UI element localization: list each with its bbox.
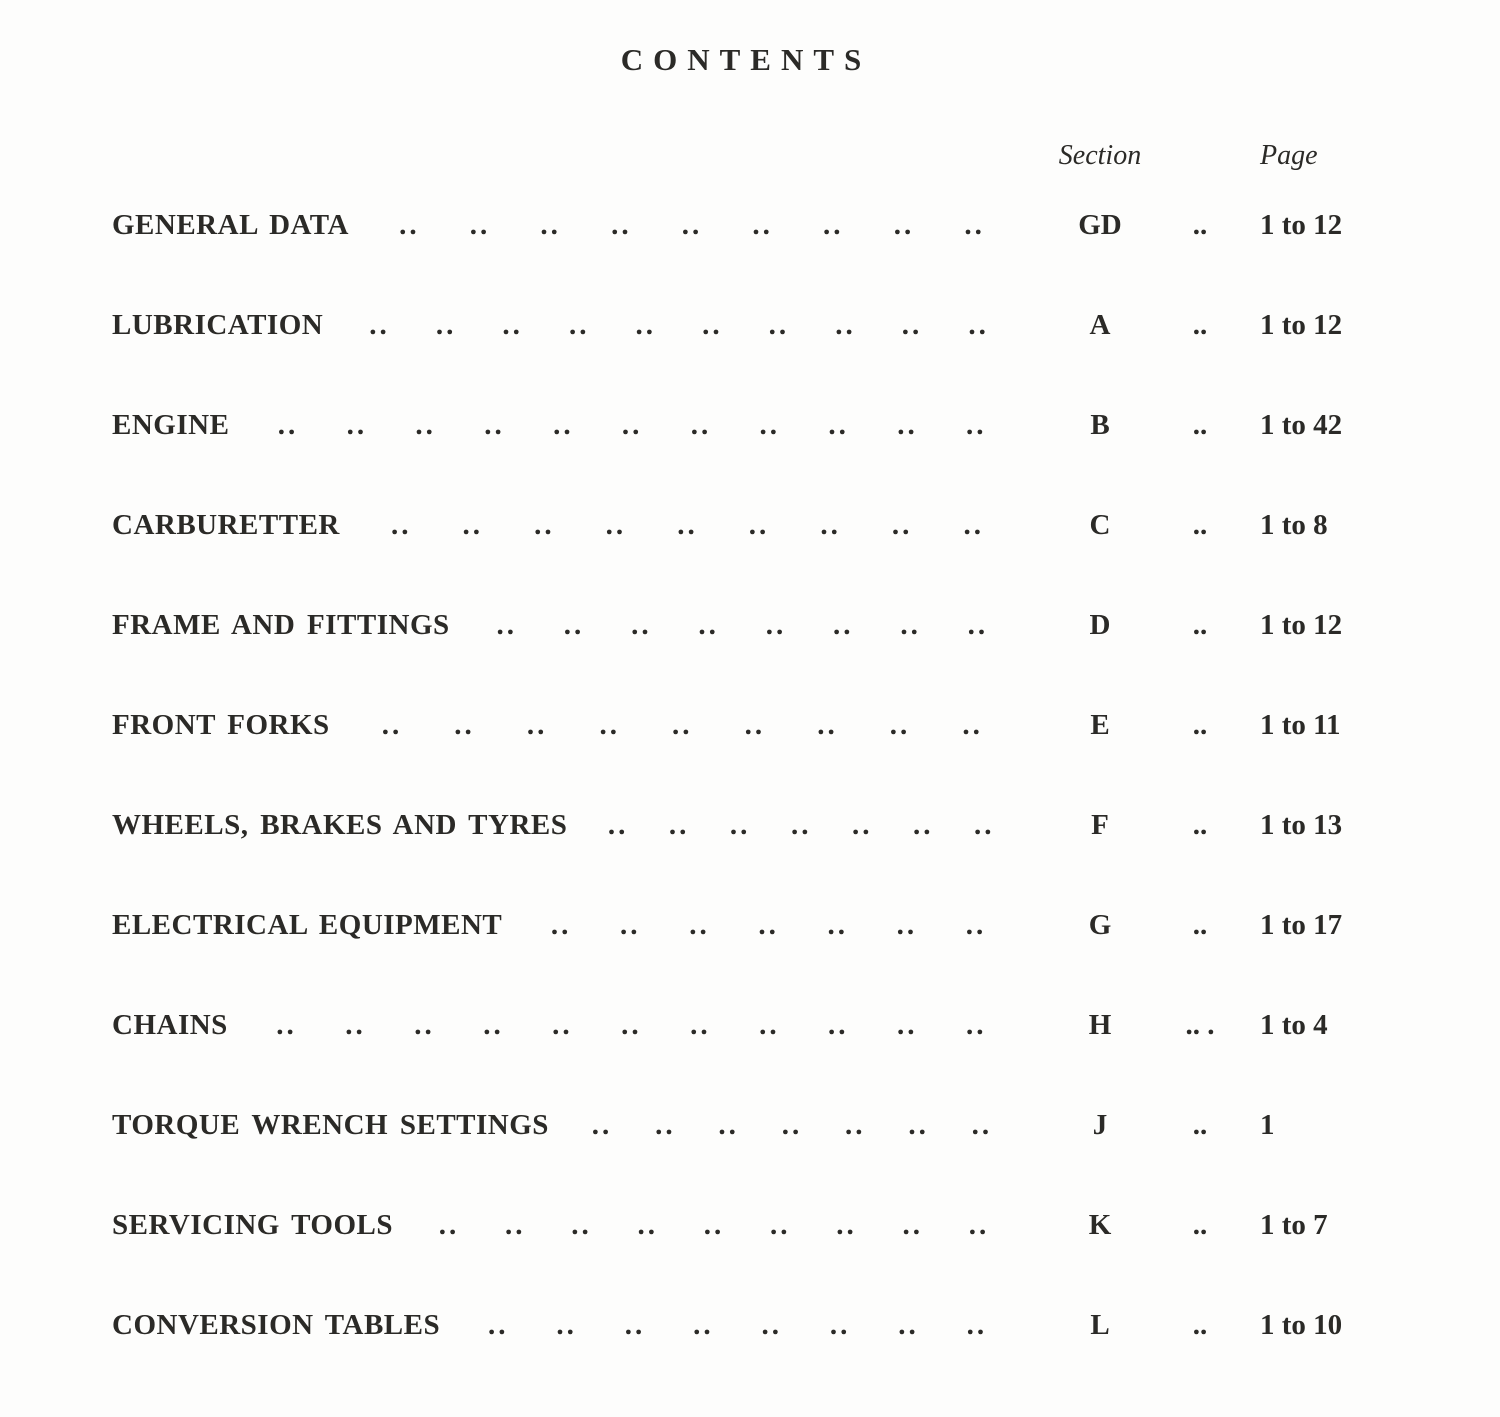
dot-leader-mid: .. (1192, 509, 1208, 541)
dot-leader-pair: .. (469, 209, 491, 241)
toc-entry-page: 1 to 12 (1260, 609, 1343, 641)
dot-leader-pair: .. (345, 1009, 366, 1041)
dot-leader-pair: .. (968, 1209, 990, 1241)
dot-leader-pair: .. (768, 309, 790, 341)
dot-leaders (502, 905, 1035, 945)
toc-entry-title: FRONT FORKS (112, 709, 330, 741)
dot-leaders (567, 805, 1035, 845)
dot-leaders (440, 1305, 1035, 1345)
dot-leader-pair: .. (896, 909, 918, 941)
toc-entry-page: 1 to 7 (1260, 1209, 1328, 1241)
dot-leader-pair: .. (758, 909, 779, 941)
toc-entry-page: 1 to 13 (1260, 809, 1343, 841)
toc-entry-title: ELECTRICAL EQUIPMENT (112, 909, 503, 941)
toc-entry-page: 1 to 17 (1260, 909, 1343, 941)
dot-leader-pair: .. (690, 1009, 711, 1041)
toc-entry-page: 1 to 12 (1260, 209, 1343, 241)
toc-entry-title: CARBURETTER (112, 509, 340, 541)
dot-leader-pair: .. (897, 1009, 918, 1041)
dot-leader-pair: .. (729, 809, 751, 841)
dot-leader-pair: .. (454, 709, 475, 741)
dot-leader-pair: .. (689, 909, 710, 941)
toc-row (112, 605, 1370, 645)
dot-leader-pair: .. (672, 709, 693, 741)
toc-entry-title: WHEELS, BRAKES AND TYRES (112, 809, 568, 841)
dot-leader-pair: .. (748, 509, 770, 541)
dot-leaders (340, 505, 1035, 545)
dot-leader-pair: .. (820, 509, 841, 541)
dot-leader-mid: .. (1192, 1309, 1208, 1341)
toc-entry-page: 1 to 42 (1260, 409, 1343, 441)
dot-leader-pair: .. (836, 1209, 857, 1241)
dot-leader-pair: .. (605, 509, 627, 541)
toc-entry-section: D (1089, 609, 1111, 641)
toc-entry-title: SERVICING TOOLS (112, 1209, 393, 1241)
toc-row (112, 1105, 1370, 1145)
dot-leader-pair: .. (621, 1009, 642, 1041)
dot-leader-pair: .. (900, 609, 921, 641)
dot-leader-pair: .. (790, 809, 812, 841)
dot-leader-pair: .. (607, 809, 629, 841)
dot-leader-pair: .. (703, 1209, 725, 1241)
dot-leader-pair: .. (571, 1209, 592, 1241)
dot-leader-pair: .. (898, 1309, 919, 1341)
toc-entry-section: G (1088, 909, 1112, 941)
toc-row (112, 1005, 1370, 1045)
dot-leader-pair: .. (902, 1209, 923, 1241)
dot-leader-pair: .. (893, 209, 915, 241)
toc-row (112, 505, 1370, 545)
toc-entry-section: C (1089, 509, 1111, 541)
dot-leader-pair: .. (962, 709, 983, 741)
dot-leader-pair: .. (968, 309, 989, 341)
dot-leader-pair: .. (744, 709, 766, 741)
column-headers (112, 137, 1370, 175)
dot-leader-pair: .. (971, 1109, 993, 1141)
dot-leader-mid: .. . (1185, 1009, 1215, 1041)
toc-entry-title: GENERAL DATA (112, 209, 349, 241)
toc-entry-title: LUBRICATION (112, 309, 324, 341)
dot-leader-mid: .. (1192, 409, 1208, 441)
dot-leader-pair: .. (668, 809, 690, 841)
toc-row (112, 805, 1370, 845)
dot-leader-pair: .. (276, 1009, 297, 1041)
dot-leader-pair: .. (912, 809, 934, 841)
dot-leader-pair: .. (966, 1309, 988, 1341)
dot-leader-pair: .. (483, 1009, 504, 1041)
dot-leader-pair: .. (369, 309, 390, 341)
toc-row (112, 1205, 1370, 1245)
dot-leader-pair: .. (965, 1009, 987, 1041)
dot-leader-pair: .. (891, 509, 913, 541)
page-title: CONTENTS (620, 42, 872, 77)
toc-entry-section: GD (1078, 209, 1122, 241)
dot-leader-pair: .. (829, 1309, 851, 1341)
dot-leader-pair: .. (823, 209, 844, 241)
dot-leader-pair: .. (563, 609, 585, 641)
dot-leader-pair: .. (484, 409, 505, 441)
dot-leader-pair: .. (759, 1009, 780, 1041)
dot-leader-pair: .. (399, 209, 420, 241)
dot-leader-pair: .. (718, 1109, 739, 1141)
dot-leader-pair: .. (487, 1309, 509, 1341)
dot-leader-pair: .. (655, 1109, 676, 1141)
dot-leader-pair: .. (390, 509, 412, 541)
toc-row (112, 705, 1370, 745)
toc-entry-section: H (1088, 1009, 1112, 1041)
toc-entry-section: J (1092, 1109, 1108, 1141)
toc-entry-title: FRAME AND FITTINGS (112, 609, 450, 641)
toc-entry-page: 1 to 12 (1260, 309, 1343, 341)
dot-leader-pair: .. (552, 1009, 573, 1041)
dot-leader-pair: .. (908, 1109, 929, 1141)
dot-leader-pair: .. (967, 609, 989, 641)
toc-entry-section: F (1091, 809, 1109, 841)
dot-leader-pair: .. (752, 209, 773, 241)
dot-leader-pair: .. (504, 1209, 526, 1241)
dot-leader-pair: .. (502, 309, 523, 341)
dot-leader-pair: .. (833, 609, 854, 641)
dot-leader-pair: .. (761, 1309, 782, 1341)
toc-entry-section: B (1090, 409, 1110, 441)
toc-entry-section: E (1090, 709, 1110, 741)
dot-leader-pair: .. (637, 1209, 658, 1241)
toc-rows (112, 205, 1370, 1345)
dot-leader-pair: .. (681, 209, 703, 241)
dot-leaders (330, 705, 1035, 745)
dot-leader-pair: .. (702, 309, 723, 341)
dot-leaders (229, 405, 1035, 445)
toc-entry-section: A (1089, 309, 1111, 341)
dot-leader-pair: .. (635, 309, 657, 341)
dot-leader-pair: .. (621, 409, 643, 441)
dot-leaders (349, 205, 1035, 245)
dot-leader-pair: .. (550, 909, 572, 941)
toc-entry-title: CHAINS (112, 1009, 228, 1041)
dot-leader-mid: .. (1192, 709, 1208, 741)
dot-leaders (549, 1105, 1035, 1145)
toc-entry-page: 1 to 8 (1260, 509, 1328, 541)
dot-leader-mid: .. (1192, 209, 1208, 241)
dot-leader-pair: .. (817, 709, 838, 741)
dot-leader-pair: .. (611, 209, 632, 241)
dot-leader-pair: .. (828, 1009, 849, 1041)
dot-leader-pair: .. (964, 209, 985, 241)
dot-leader-pair: .. (827, 909, 848, 941)
dot-leader-pair: .. (534, 509, 555, 541)
dot-leader-pair: .. (765, 609, 787, 641)
dot-leader-mid: .. (1192, 609, 1208, 641)
dot-leader-mid: .. (1192, 309, 1208, 341)
dot-leader-pair: .. (346, 409, 368, 441)
dot-leader-pair: .. (381, 709, 403, 741)
dot-leader-pair: .. (690, 409, 712, 441)
dot-leader-pair: .. (540, 209, 561, 241)
dot-leader-pair: .. (963, 509, 984, 541)
toc-entry-page: 1 to 10 (1260, 1309, 1343, 1341)
dot-leader-pair: .. (901, 309, 923, 341)
dot-leader-pair: .. (845, 1109, 866, 1141)
dot-leader-pair: .. (556, 1309, 577, 1341)
dot-leader-pair: .. (781, 1109, 803, 1141)
dot-leader-pair: .. (851, 809, 873, 841)
dot-leader-pair: .. (620, 909, 641, 941)
dot-leader-pair: .. (835, 309, 856, 341)
toc-entry-title: CONVERSION TABLES (112, 1309, 441, 1341)
dot-leader-pair: .. (277, 409, 299, 441)
dot-leader-pair: .. (759, 409, 781, 441)
dot-leader-pair: .. (568, 309, 590, 341)
dot-leader-pair: .. (496, 609, 517, 641)
dot-leader-pair: .. (414, 1009, 435, 1041)
toc-row (112, 205, 1370, 245)
dot-leader-pair: .. (677, 509, 698, 541)
dot-leader-pair: .. (966, 409, 987, 441)
dot-leader-pair: .. (897, 409, 918, 441)
dot-leaders (323, 305, 1035, 345)
dot-leader-mid: .. (1192, 1109, 1208, 1141)
toc-entry-section: K (1088, 1209, 1112, 1241)
dot-leader-pair: .. (769, 1209, 791, 1241)
dot-leader-pair: .. (435, 309, 457, 341)
dot-leader-pair: .. (591, 1109, 613, 1141)
dot-leader-pair: .. (693, 1309, 714, 1341)
dot-leader-mid: .. (1192, 909, 1208, 941)
toc-row (112, 305, 1370, 345)
toc-entry-title: TORQUE WRENCH SETTINGS (112, 1109, 549, 1141)
section-column-header: Section (1058, 140, 1142, 171)
dot-leader-pair: .. (553, 409, 574, 441)
toc-row (112, 405, 1370, 445)
dot-leader-pair: .. (462, 509, 483, 541)
toc-entry-page: 1 to 4 (1260, 1009, 1328, 1041)
toc-entry-title: ENGINE (112, 409, 230, 441)
dot-leaders (450, 605, 1035, 645)
dot-leaders (228, 1005, 1035, 1045)
dot-leader-pair: .. (624, 1309, 646, 1341)
dot-leader-pair: .. (973, 809, 995, 841)
dot-leader-pair: .. (631, 609, 652, 641)
toc-row (112, 905, 1370, 945)
dot-leader-pair: .. (526, 709, 548, 741)
dot-leader-mid: .. (1192, 1209, 1208, 1241)
dot-leader-pair: .. (599, 709, 620, 741)
dot-leader-pair: .. (415, 409, 436, 441)
dot-leader-mid: .. (1192, 809, 1208, 841)
dot-leader-pair: .. (828, 409, 849, 441)
toc-entry-page: 1 (1260, 1109, 1275, 1141)
dot-leader-pair: .. (438, 1209, 460, 1241)
dot-leader-pair: .. (965, 909, 987, 941)
toc-row (112, 1305, 1370, 1345)
dot-leader-pair: .. (889, 709, 911, 741)
toc-entry-section: L (1090, 1309, 1110, 1341)
dot-leader-pair: .. (698, 609, 719, 641)
dot-leaders (393, 1205, 1035, 1245)
page-column-header: Page (1260, 140, 1318, 171)
toc-entry-page: 1 to 11 (1260, 709, 1341, 741)
